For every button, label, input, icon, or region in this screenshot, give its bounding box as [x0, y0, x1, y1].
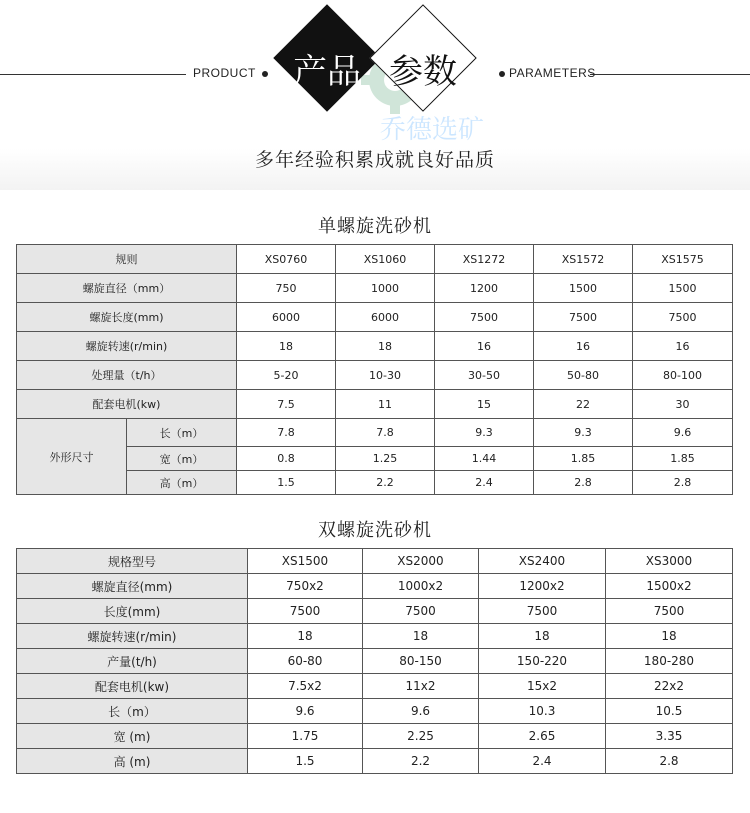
row-label: 配套电机(kw) — [17, 674, 248, 699]
model-cell: XS3000 — [606, 549, 733, 574]
value-cell: 7.8 — [336, 419, 435, 447]
parameters-label: PARAMETERS — [509, 66, 596, 80]
value-cell: 1.75 — [248, 724, 363, 749]
value-cell: 7.5x2 — [248, 674, 363, 699]
row-label: 长（m） — [17, 699, 248, 724]
table-row — [17, 749, 733, 774]
value-cell: 150-220 — [479, 649, 606, 674]
value-cell: 6000 — [336, 303, 435, 332]
product-label: PRODUCT — [193, 66, 256, 80]
row-label: 宽 (m) — [17, 724, 248, 749]
model-cell: XS1575 — [633, 245, 733, 274]
value-cell: 3.35 — [606, 724, 733, 749]
double-screw-spec-table — [16, 548, 733, 774]
model-cell: XS1060 — [336, 245, 435, 274]
table-row — [17, 574, 733, 599]
row-label: 长（m） — [127, 419, 237, 447]
value-cell: 2.65 — [479, 724, 606, 749]
table2-title: 双螺旋洗砂机 — [318, 520, 432, 541]
header-label-cell: 规格型号 — [17, 549, 248, 574]
row-label: 高 (m) — [17, 749, 248, 774]
table-row — [17, 724, 733, 749]
dimension-group-label: 外形尺寸 — [17, 419, 127, 495]
value-cell: 6000 — [237, 303, 336, 332]
watermark-text: 乔德选矿 — [380, 115, 485, 145]
value-cell: 1.85 — [534, 447, 633, 471]
value-cell: 22 — [534, 390, 633, 419]
value-cell: 18 — [479, 624, 606, 649]
value-cell: 7500 — [435, 303, 534, 332]
row-label: 高（m） — [127, 471, 237, 495]
value-cell: 2.8 — [534, 471, 633, 495]
row-label: 配套电机(kw) — [17, 390, 237, 419]
row-label: 螺旋直径(mm) — [17, 574, 248, 599]
model-cell: XS0760 — [237, 245, 336, 274]
value-cell: 18 — [363, 624, 479, 649]
value-cell: 50-80 — [534, 361, 633, 390]
row-label: 处理量（t/h） — [17, 361, 237, 390]
row-label: 螺旋转速(r/min) — [17, 332, 237, 361]
header-dot-left — [262, 71, 268, 77]
table-row — [17, 274, 733, 303]
value-cell: 2.4 — [479, 749, 606, 774]
value-cell: 7500 — [363, 599, 479, 624]
value-cell: 1500x2 — [606, 574, 733, 599]
value-cell: 30-50 — [435, 361, 534, 390]
value-cell: 2.4 — [435, 471, 534, 495]
value-cell: 16 — [633, 332, 733, 361]
value-cell: 1.25 — [336, 447, 435, 471]
value-cell: 9.6 — [363, 699, 479, 724]
value-cell: 18 — [237, 332, 336, 361]
table-row — [17, 699, 733, 724]
value-cell: 15 — [435, 390, 534, 419]
value-cell: 2.25 — [363, 724, 479, 749]
row-label: 宽（m） — [127, 447, 237, 471]
table-row — [17, 599, 733, 624]
value-cell: 7500 — [248, 599, 363, 624]
table-row — [17, 390, 733, 419]
header-dot-right — [499, 71, 505, 77]
value-cell: 750x2 — [248, 574, 363, 599]
value-cell: 7500 — [606, 599, 733, 624]
table-row — [17, 245, 733, 274]
value-cell: 16 — [534, 332, 633, 361]
value-cell: 60-80 — [248, 649, 363, 674]
value-cell: 10.3 — [479, 699, 606, 724]
value-cell: 11 — [336, 390, 435, 419]
value-cell: 15x2 — [479, 674, 606, 699]
row-label: 螺旋转速(r/min) — [17, 624, 248, 649]
value-cell: 0.8 — [237, 447, 336, 471]
value-cell: 750 — [237, 274, 336, 303]
value-cell: 10-30 — [336, 361, 435, 390]
table-row — [17, 332, 733, 361]
table-row — [17, 303, 733, 332]
value-cell: 80-100 — [633, 361, 733, 390]
table1-title: 单螺旋洗砂机 — [318, 216, 432, 237]
table-row — [17, 419, 733, 447]
value-cell: 18 — [606, 624, 733, 649]
value-cell: 7.5 — [237, 390, 336, 419]
value-cell: 7500 — [633, 303, 733, 332]
model-cell: XS1272 — [435, 245, 534, 274]
value-cell: 18 — [336, 332, 435, 361]
value-cell: 22x2 — [606, 674, 733, 699]
table-row — [17, 624, 733, 649]
model-cell: XS1572 — [534, 245, 633, 274]
value-cell: 11x2 — [363, 674, 479, 699]
value-cell: 1.5 — [237, 471, 336, 495]
value-cell: 9.6 — [248, 699, 363, 724]
row-label: 长度(mm) — [17, 599, 248, 624]
table-row — [17, 361, 733, 390]
row-label: 螺旋直径（mm） — [17, 274, 237, 303]
value-cell: 1200x2 — [479, 574, 606, 599]
value-cell: 1000 — [336, 274, 435, 303]
value-cell: 1.85 — [633, 447, 733, 471]
value-cell: 18 — [248, 624, 363, 649]
tagline: 多年经验积累成就良好品质 — [254, 149, 495, 171]
value-cell: 2.8 — [633, 471, 733, 495]
value-cell: 7500 — [534, 303, 633, 332]
value-cell: 1000x2 — [363, 574, 479, 599]
title-product: 产品 — [293, 52, 361, 92]
value-cell: 7500 — [479, 599, 606, 624]
value-cell: 9.6 — [633, 419, 733, 447]
single-screw-spec-table — [16, 244, 733, 495]
header-label-cell: 规则 — [17, 245, 237, 274]
value-cell: 1500 — [534, 274, 633, 303]
table-row — [17, 649, 733, 674]
value-cell: 1.5 — [248, 749, 363, 774]
row-label: 螺旋长度(mm) — [17, 303, 237, 332]
header-rule-left — [0, 74, 186, 75]
value-cell: 80-150 — [363, 649, 479, 674]
value-cell: 9.3 — [534, 419, 633, 447]
model-cell: XS1500 — [248, 549, 363, 574]
value-cell: 1.44 — [435, 447, 534, 471]
value-cell: 16 — [435, 332, 534, 361]
value-cell: 7.8 — [237, 419, 336, 447]
table-row — [17, 674, 733, 699]
model-cell: XS2400 — [479, 549, 606, 574]
value-cell: 2.2 — [363, 749, 479, 774]
value-cell: 2.8 — [606, 749, 733, 774]
value-cell: 1500 — [633, 274, 733, 303]
header-rule-right — [590, 74, 750, 75]
table-row — [17, 549, 733, 574]
value-cell: 9.3 — [435, 419, 534, 447]
title-parameters: 参数 — [389, 52, 457, 92]
model-cell: XS2000 — [363, 549, 479, 574]
value-cell: 30 — [633, 390, 733, 419]
row-label: 产量(t/h) — [17, 649, 248, 674]
value-cell: 10.5 — [606, 699, 733, 724]
value-cell: 180-280 — [606, 649, 733, 674]
value-cell: 1200 — [435, 274, 534, 303]
value-cell: 5-20 — [237, 361, 336, 390]
value-cell: 2.2 — [336, 471, 435, 495]
